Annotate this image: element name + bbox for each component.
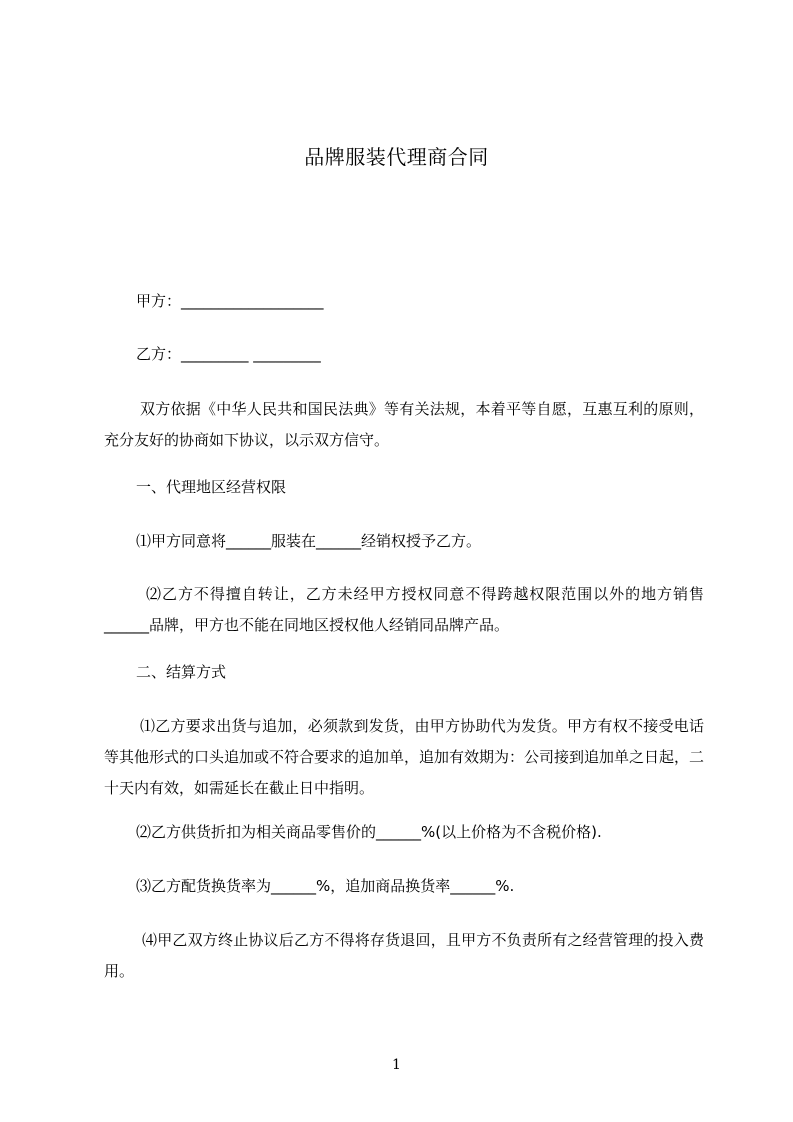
section-2-heading: 二、结算方式 [136,663,227,681]
page-number: 1 [392,1057,401,1073]
section-2-item-1: ⑴乙方要求出货与追加，必须款到发货，由甲方协助代为发货。甲方有权不接受电话等其他形式的口头追加或不符合要求的追加单，追加有效期为：公司接到追加单之日起，二十天内有效，如需延长在截止日中指明。 [104,717,705,797]
section-2-item-3: ⑶乙方配货换货率为______%，追加商品换货率______%. [136,877,515,895]
party-a-line: 甲方：___________________ [136,292,324,310]
intro-paragraph: 双方依据《中华人民共和国民法典》等有关法规，本着平等自愿，互惠互利的原则，充分友好的协商如下协议，以示双方信守。 [104,400,704,449]
section-2-item-4: ⑷甲乙双方终止协议后乙方不得将存货退回，且甲方不负责所有之经营管理的投入费用。 [104,931,704,980]
section-1-item-2: ⑵乙方不得擅自转让，乙方未经甲方授权同意不得跨越权限范围以外的地方销售______品牌，甲方也不能在同地区授权他人经销同品牌产品。 [104,585,704,634]
section-1-heading: 一、代理地区经营权限 [136,478,287,496]
document-title: 品牌服装代理商合同 [304,145,489,169]
section-2-item-2: ⑵乙方供货折扣为相关商品零售价的______%(以上价格为不含税价格). [136,823,602,841]
party-b-line: 乙方：_________ _________ [136,345,321,363]
section-1-item-1: ⑴甲方同意将______服装在______经销权授予乙方。 [136,532,482,550]
